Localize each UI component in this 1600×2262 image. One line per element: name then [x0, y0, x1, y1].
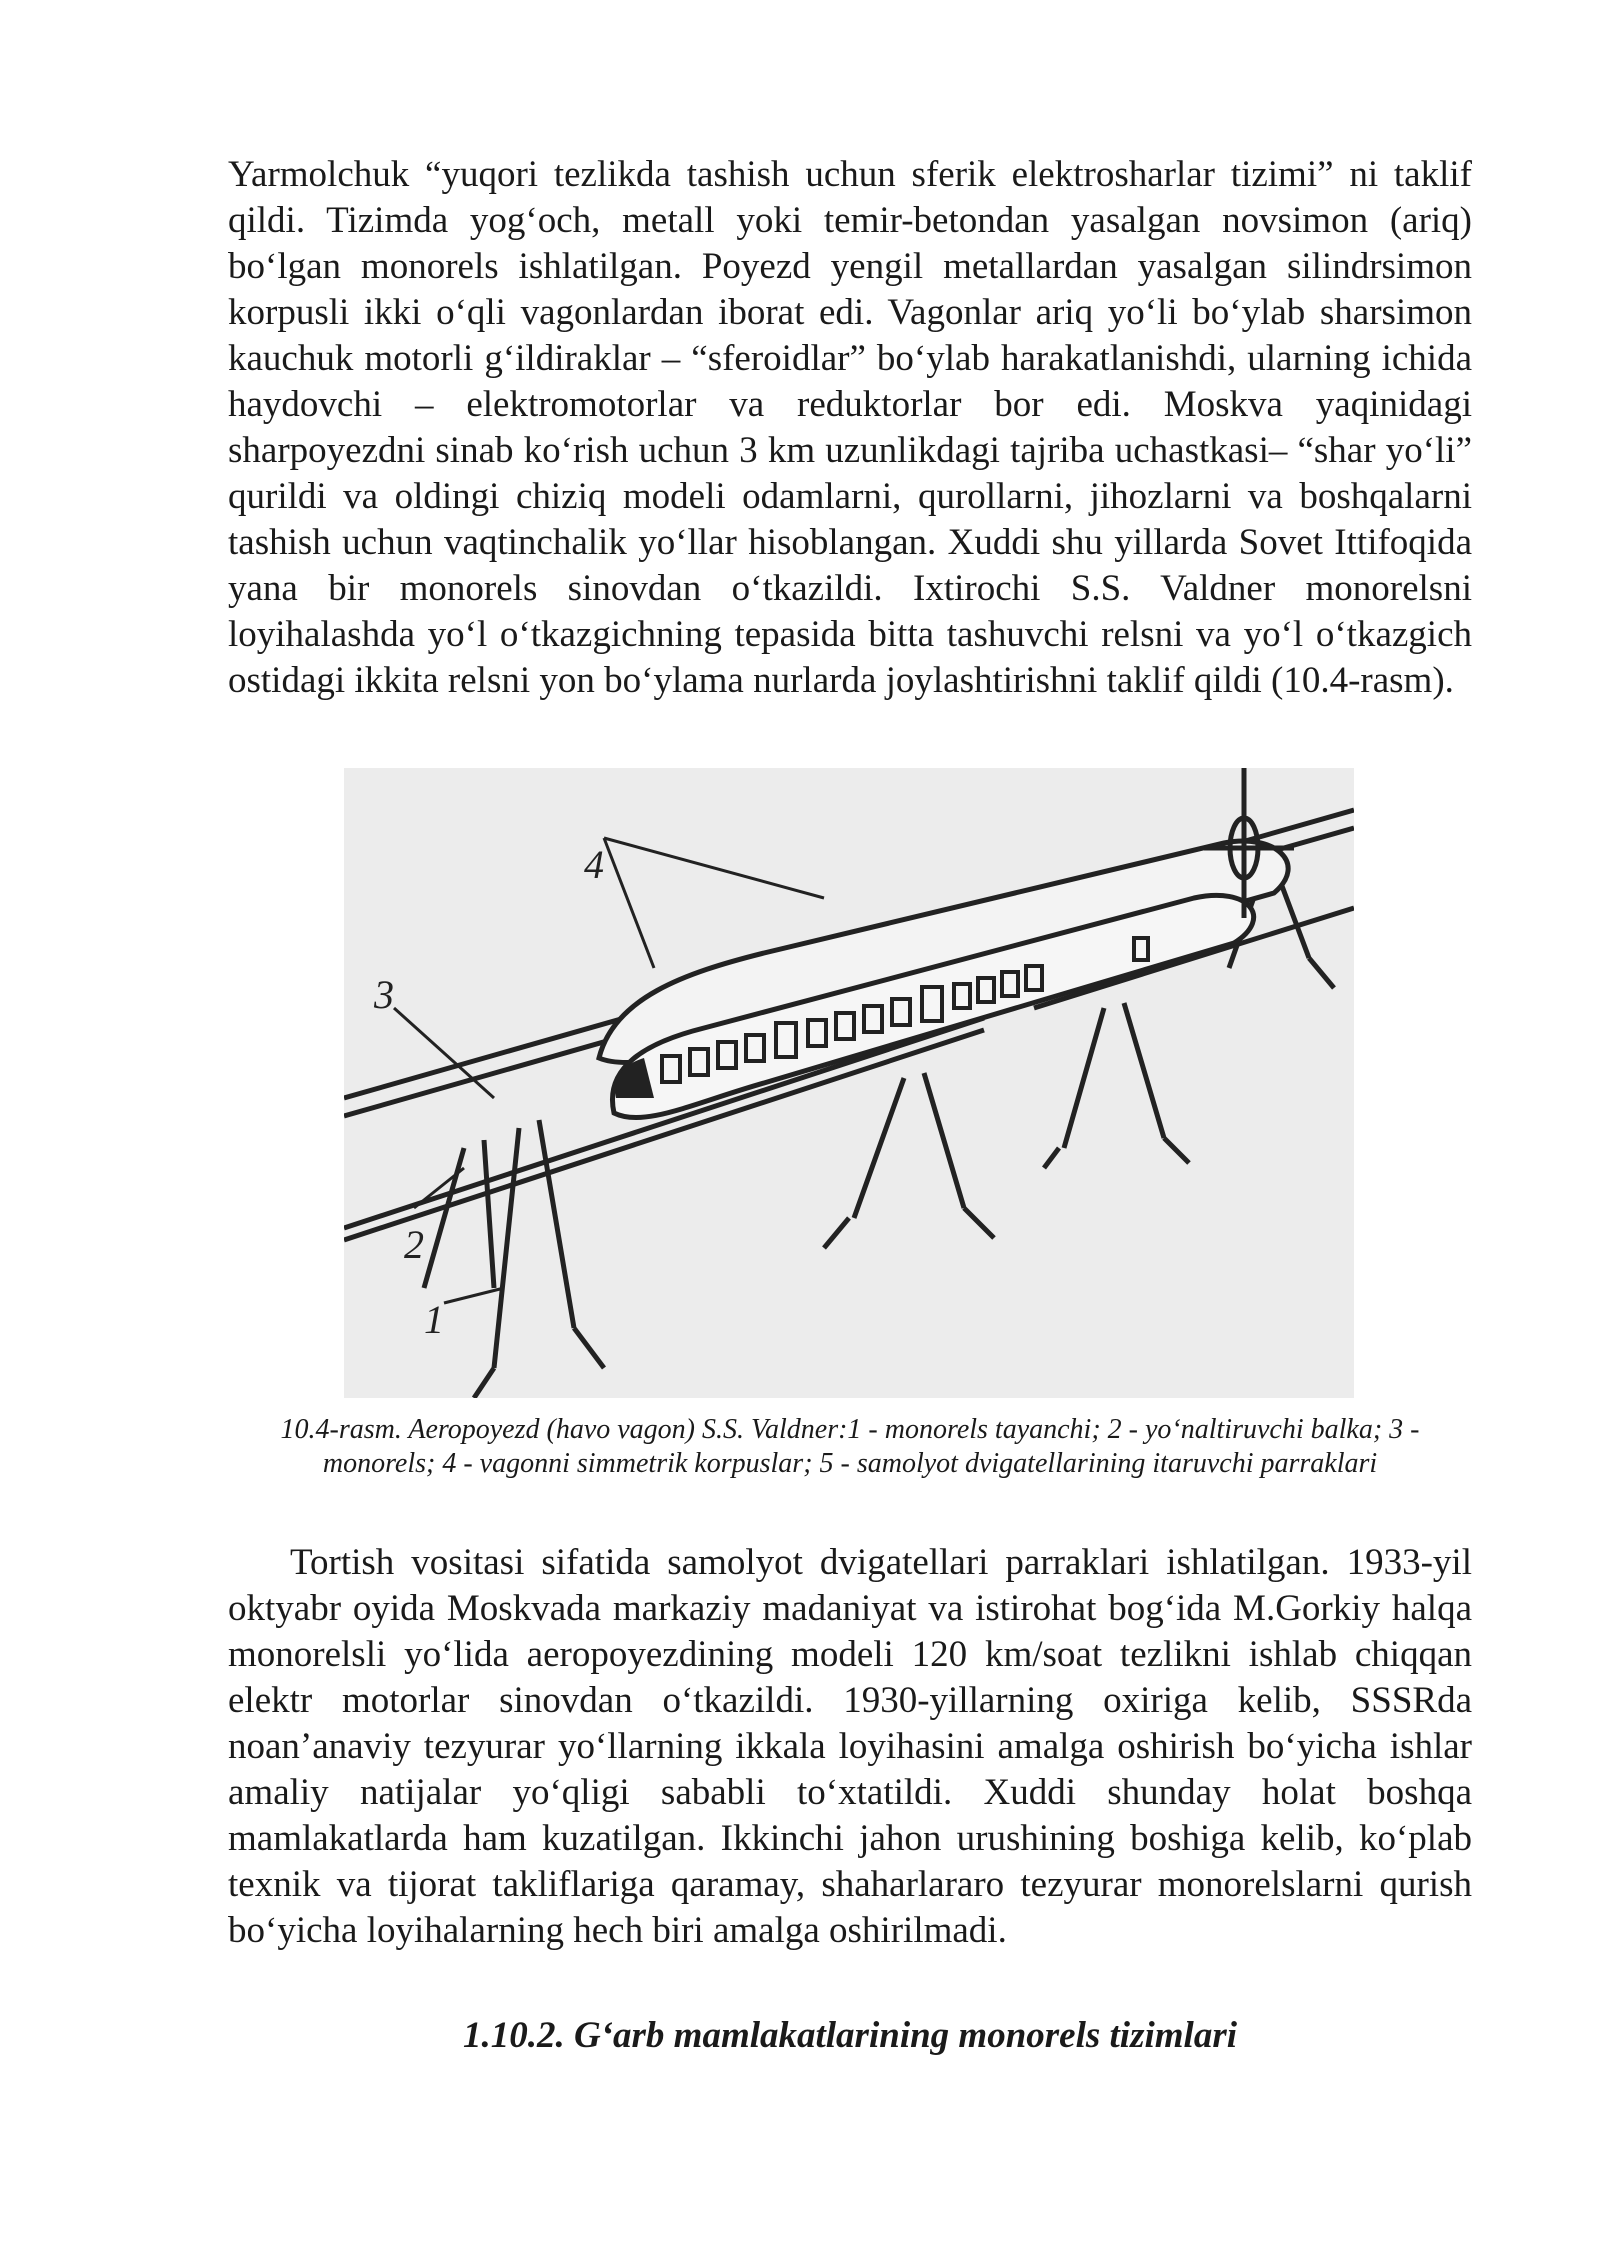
figure-label-4: 4 — [584, 842, 604, 887]
body-paragraph-2: Tortish vositasi sifatida samolyot dvigatellari parraklari ishlatilgan. 1933-yil oktyabr oyida Moskvada markaziy madaniyat va istirohat bog‘ida M.Gorkiy halqa monorelsli yo‘lida aeropoyezdining modeli 120 km/soat tezlikni ishlab chiqqan elektr motorlar sinovdan o‘tkazildi. 1930-yillarning oxiriga kelib, SSSRda noan’anaviy tezyurar yo‘llarning ikkala loyihasini amalga oshirish bo‘yicha ishlar amaliy natijalar yo‘qligi sababli to‘xtatildi. Xuddi shunday holat boshqa mamlakatlarda ham kuzatilgan. Ikkinchi jahon urushining boshiga kelib, ko‘plab texnik va tijorat takliflariga qaramay, shaharlararo tezyurar monorelslarni qurish bo‘yicha loyihalarning hech biri amalga oshirilmadi. — [228, 1542, 1472, 1951]
figure-label-1: 1 — [424, 1297, 444, 1342]
section-heading: 1.10.2. G‘arb mamlakatlarining monorels tizimlari — [462, 2015, 1238, 2056]
figure-caption: 10.4-rasm. Aeropoyezd (havo vagon) S.S. Valdner:1 - monorels tayanchi; 2 - yo‘naltiruvchi balka; 3 - monorels; 4 - vagonni simmetrik korpuslar; 5 - samolyot dvigatellarining itaruvchi parraklari — [280, 1414, 1420, 1479]
figure-aerotrain-illustration — [344, 768, 1354, 1398]
aerotrain-drawing — [344, 768, 1354, 1398]
figure-label-2: 2 — [404, 1222, 424, 1267]
body-paragraph-1: Yarmolchuk “yuqori tezlikda tashish uchun sferik elektrosharlar tizimi” ni taklif qildi. Tizimda yog‘och, metall yoki temir-betondan yasalgan novsimon (ariq) bo‘lgan monorels ishlatilgan. Poyezd yengil metallardan yasalgan silindrsimon korpusli ikki o‘qli vagonlardan iborat edi. Vagonlar ariq yo‘li bo‘ylab sharsimon kauchuk motorli g‘ildiraklar – “sferoidlar” bo‘ylab harakatlanishdi, ularning ichida haydovchi – elektromotorlar va reduktorlar bor edi. Moskva yaqinidagi sharpoyezdni sinab ko‘rish uchun 3 km uzunlikdagi tajriba uchastkasi– “shar yo‘li” qurildi va oldingi chiziq modeli odamlarni, qurollarni, jihozlarni va boshqalarni tashish uchun vaqtinchalik yo‘llar hisoblangan. Xuddi shu yillarda Sovet Ittifoqida yana bir monorels sinovdan o‘tkazildi. Ixtirochi S.S. Valdner monorelsni loyihalashda yo‘l o‘tkazgichning tepasida bitta tashuvchi relsni va yo‘l o‘tkazgich ostidagi ikkita relsni yon bo‘ylama nurlarda joylashtirishni taklif qildi (10.4-rasm). — [228, 154, 1472, 701]
figure-label-3: 3 — [374, 972, 394, 1017]
